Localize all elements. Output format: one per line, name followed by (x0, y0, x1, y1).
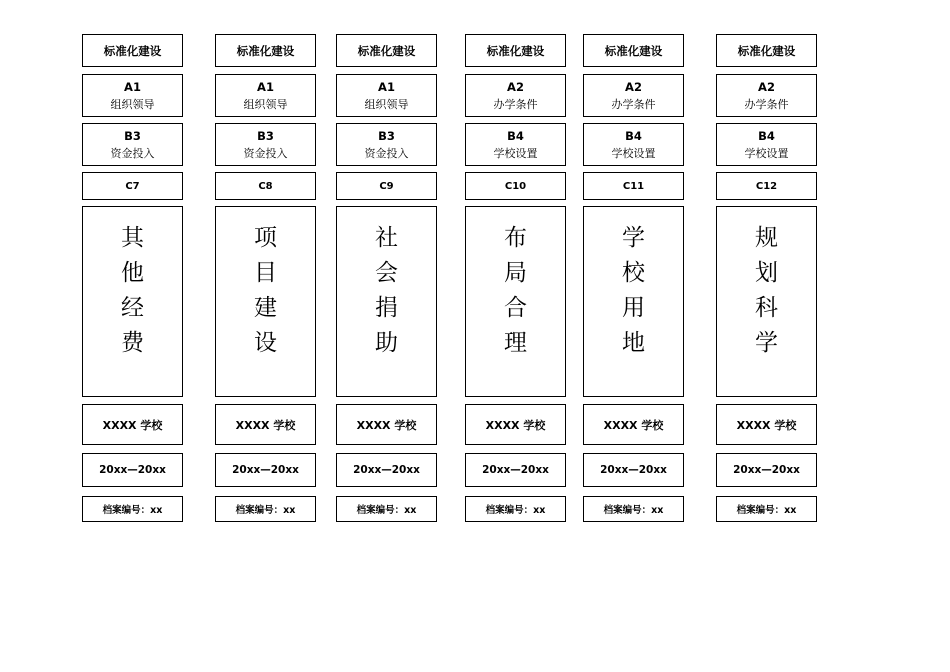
category-title: 标准化建设 (716, 34, 817, 67)
level-a-code: A2 (507, 79, 524, 94)
vertical-title-char: 目 (254, 260, 277, 286)
vertical-title (82, 206, 183, 397)
level-b-name: 学校设置 (611, 146, 656, 160)
level-b-code: B4 (507, 128, 524, 143)
vertical-title-char: 学 (755, 330, 778, 356)
school-name: XXXX 学校 (215, 404, 316, 445)
level-a-code: A2 (758, 79, 775, 94)
vertical-title (465, 206, 566, 397)
file-number: 档案编号：xx (716, 496, 817, 522)
level-a-box (215, 74, 316, 117)
level-a-box (82, 74, 183, 117)
vertical-title-char: 社 (375, 225, 398, 251)
category-title: 标准化建设 (215, 34, 316, 67)
level-a-name: 办学条件 (493, 97, 538, 111)
level-a-code: A1 (124, 79, 141, 94)
vertical-title-char: 合 (504, 295, 527, 321)
file-number: 档案编号：xx (465, 496, 566, 522)
level-a-box (583, 74, 684, 117)
level-b-name: 资金投入 (110, 146, 155, 160)
level-c-code: C12 (716, 172, 817, 200)
level-c-code: C10 (465, 172, 566, 200)
level-c-code: C8 (215, 172, 316, 200)
vertical-title-char: 经 (121, 295, 144, 321)
level-c-code: C7 (82, 172, 183, 200)
school-name: XXXX 学校 (336, 404, 437, 445)
vertical-title-char: 项 (254, 225, 277, 251)
vertical-title-char: 用 (622, 295, 645, 321)
vertical-title (336, 206, 437, 397)
category-title: 标准化建设 (82, 34, 183, 67)
vertical-title (215, 206, 316, 397)
vertical-title-char: 科 (755, 295, 778, 321)
spine-label (465, 0, 566, 672)
vertical-title-char: 理 (504, 330, 527, 356)
level-a-box (716, 74, 817, 117)
spine-label (583, 0, 684, 672)
year-range: 20xx—20xx (215, 453, 316, 487)
level-c-code: C11 (583, 172, 684, 200)
file-number: 档案编号：xx (215, 496, 316, 522)
vertical-title-char: 费 (121, 330, 144, 356)
year-range: 20xx—20xx (82, 453, 183, 487)
school-name: XXXX 学校 (716, 404, 817, 445)
level-b-name: 资金投入 (364, 146, 409, 160)
spine-label (82, 0, 183, 672)
vertical-title-char: 设 (254, 330, 277, 356)
level-b-code: B3 (378, 128, 395, 143)
level-a-code: A2 (625, 79, 642, 94)
year-range: 20xx—20xx (716, 453, 817, 487)
spine-label (336, 0, 437, 672)
level-b-box (215, 123, 316, 166)
vertical-title-char: 学 (622, 225, 645, 251)
year-range: 20xx—20xx (336, 453, 437, 487)
level-a-name: 组织领导 (364, 97, 409, 111)
level-b-code: B4 (625, 128, 642, 143)
vertical-title-char: 会 (375, 260, 398, 286)
level-b-name: 资金投入 (243, 146, 288, 160)
vertical-title (583, 206, 684, 397)
vertical-title-char: 捐 (375, 295, 398, 321)
level-a-name: 办学条件 (611, 97, 656, 111)
vertical-title-char: 校 (622, 260, 645, 286)
level-b-box (583, 123, 684, 166)
file-number: 档案编号：xx (82, 496, 183, 522)
level-a-code: A1 (378, 79, 395, 94)
level-a-code: A1 (257, 79, 274, 94)
level-b-code: B4 (758, 128, 775, 143)
school-name: XXXX 学校 (82, 404, 183, 445)
vertical-title-char: 建 (254, 295, 277, 321)
vertical-title-char: 他 (121, 260, 144, 286)
spine-label (716, 0, 817, 672)
school-name: XXXX 学校 (583, 404, 684, 445)
year-range: 20xx—20xx (583, 453, 684, 487)
level-b-name: 学校设置 (493, 146, 538, 160)
level-a-box (465, 74, 566, 117)
level-c-code: C9 (336, 172, 437, 200)
spine-label (215, 0, 316, 672)
file-number: 档案编号：xx (336, 496, 437, 522)
school-name: XXXX 学校 (465, 404, 566, 445)
vertical-title-char: 助 (375, 330, 398, 356)
level-a-name: 组织领导 (243, 97, 288, 111)
vertical-title (716, 206, 817, 397)
level-b-box (465, 123, 566, 166)
category-title: 标准化建设 (583, 34, 684, 67)
category-title: 标准化建设 (336, 34, 437, 67)
vertical-title-char: 局 (504, 260, 527, 286)
vertical-title-char: 地 (622, 330, 645, 356)
vertical-title-char: 划 (755, 260, 778, 286)
year-range: 20xx—20xx (465, 453, 566, 487)
vertical-title-char: 其 (121, 225, 144, 251)
level-a-box (336, 74, 437, 117)
level-b-code: B3 (124, 128, 141, 143)
level-b-box (82, 123, 183, 166)
vertical-title-char: 规 (755, 225, 778, 251)
level-b-box (336, 123, 437, 166)
category-title: 标准化建设 (465, 34, 566, 67)
file-number: 档案编号：xx (583, 496, 684, 522)
level-a-name: 办学条件 (744, 97, 789, 111)
level-b-code: B3 (257, 128, 274, 143)
level-b-box (716, 123, 817, 166)
vertical-title-char: 布 (504, 225, 527, 251)
level-a-name: 组织领导 (110, 97, 155, 111)
level-b-name: 学校设置 (744, 146, 789, 160)
